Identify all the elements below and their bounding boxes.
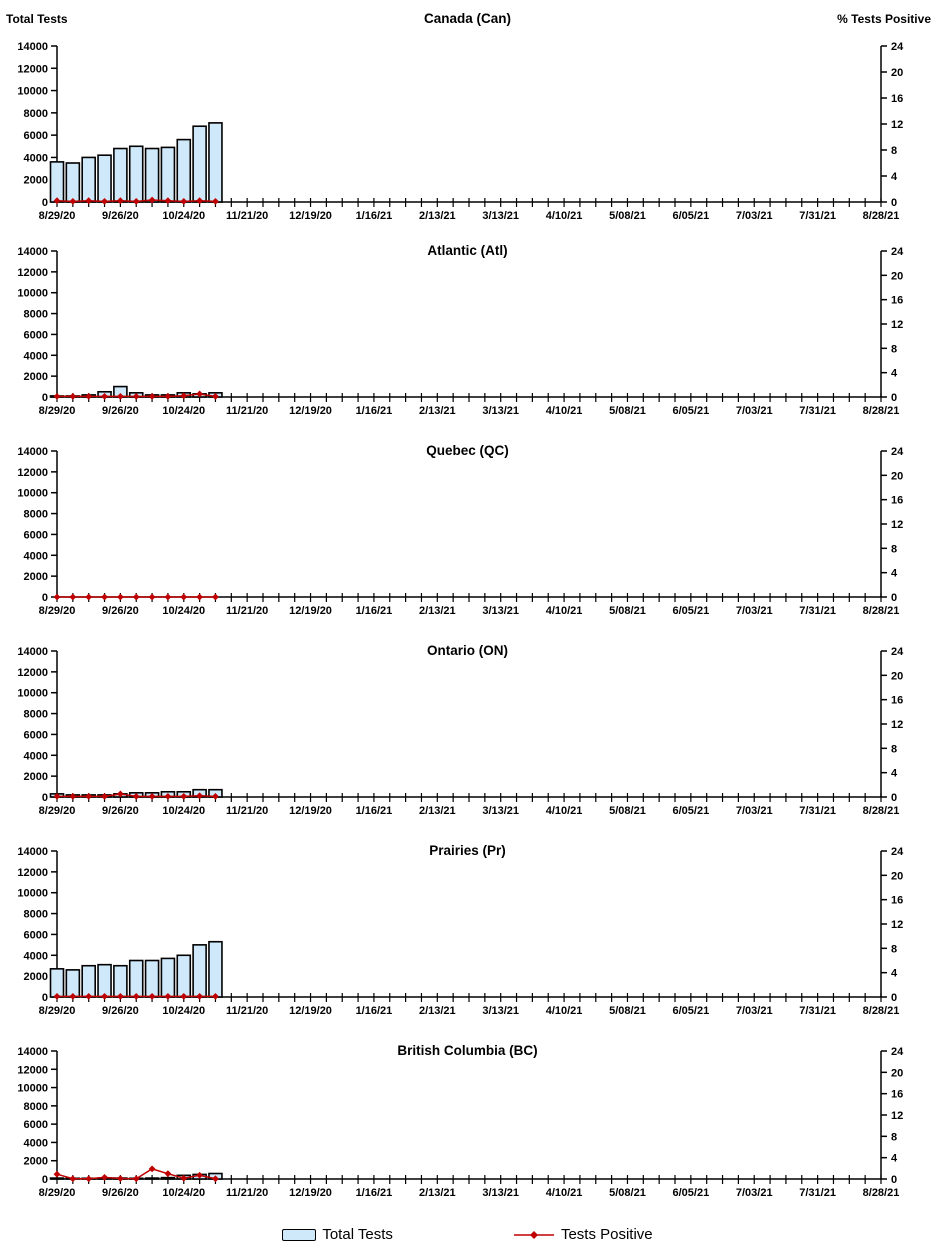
x-tick-label: 7/31/21 (799, 1005, 836, 1017)
diamond-marker (85, 793, 92, 800)
chart-canada (0, 0, 935, 235)
left-axis-label: Total Tests (6, 12, 68, 26)
diamond-marker (69, 793, 76, 800)
right-tick-label: 0 (891, 197, 898, 209)
left-tick-label: 10000 (17, 85, 48, 98)
right-tick-label: 8 (891, 343, 898, 356)
chart-title: Canada (Can) (423, 11, 511, 26)
left-tick-label: 2000 (23, 971, 48, 984)
right-tick-label: 12 (891, 919, 904, 931)
x-tick-label: 11/21/20 (226, 210, 269, 222)
british-columbia-plot (0, 1035, 935, 1213)
chart-title: Quebec (QC) (426, 443, 509, 458)
right-tick-label: 0 (891, 992, 898, 1004)
left-tick-label: 6000 (23, 130, 48, 143)
x-tick-label: 11/21/20 (226, 805, 269, 817)
x-tick-label: 4/10/21 (545, 210, 583, 222)
total-tests-bar (66, 163, 79, 202)
left-tick-label: 2000 (23, 174, 48, 187)
left-tick-label: 4000 (23, 750, 48, 763)
chart-title: British Columbia (BC) (397, 1043, 538, 1058)
left-tick-label: 12000 (17, 1064, 48, 1077)
chart-title: Ontario (ON) (427, 643, 508, 658)
x-tick-label: 7/31/21 (799, 405, 836, 417)
x-tick-label: 1/16/21 (355, 405, 393, 417)
x-tick-label: 7/31/21 (799, 805, 836, 817)
x-tick-label: 1/16/21 (355, 210, 393, 222)
legend (0, 1213, 935, 1256)
right-tick-label: 8 (891, 1131, 898, 1144)
total-tests-bar (66, 970, 79, 997)
left-tick-label: 12000 (17, 666, 48, 679)
x-tick-label: 8/29/20 (38, 1005, 76, 1017)
x-tick-label: 6/05/21 (672, 805, 710, 817)
total-tests-bar (177, 955, 190, 997)
x-tick-label: 7/31/21 (799, 605, 836, 617)
right-tick-label: 8 (891, 543, 898, 556)
tests-positive-marker (513, 1229, 555, 1241)
chart-british-columbia (0, 1035, 935, 1213)
right-axis-label: % Tests Positive (837, 12, 931, 26)
right-tick-label: 0 (891, 592, 898, 604)
left-tick-label: 4000 (23, 152, 48, 165)
x-tick-label: 5/08/21 (609, 805, 646, 817)
x-tick-label: 2/13/21 (418, 210, 456, 222)
x-tick-label: 2/13/21 (418, 1187, 456, 1199)
total-tests-bar (114, 149, 127, 202)
x-tick-label: 12/19/20 (289, 805, 332, 817)
right-tick-label: 0 (891, 1174, 898, 1186)
diamond-marker (117, 594, 124, 601)
diamond-marker (69, 1175, 76, 1182)
total-tests-bar (146, 961, 159, 998)
right-tick-label: 16 (891, 1088, 904, 1101)
right-tick-label: 4 (891, 367, 898, 380)
x-tick-label: 9/26/20 (102, 1187, 139, 1199)
total-tests-bar (130, 961, 143, 998)
left-tick-label: 8000 (23, 908, 48, 921)
x-tick-label: 8/28/21 (862, 1005, 900, 1017)
left-tick-label: 6000 (23, 329, 48, 342)
right-tick-label: 20 (891, 270, 904, 283)
left-tick-label: 4000 (23, 550, 48, 563)
diamond-marker (149, 594, 156, 601)
legend-label-total-tests: Total Tests (322, 1226, 393, 1243)
left-tick-label: 2000 (23, 771, 48, 784)
diamond-marker (117, 1175, 124, 1182)
x-tick-label: 9/26/20 (102, 405, 139, 417)
left-tick-label: 12000 (17, 466, 48, 479)
left-tick-label: 0 (41, 992, 48, 1004)
diamond-marker (165, 1170, 172, 1177)
left-tick-label: 14000 (17, 646, 48, 658)
total-tests-bar (51, 969, 64, 997)
x-tick-label: 1/16/21 (355, 605, 393, 617)
left-tick-label: 10000 (17, 1082, 48, 1095)
x-tick-label: 9/26/20 (102, 605, 139, 617)
x-tick-label: 7/03/21 (735, 805, 773, 817)
left-tick-label: 0 (41, 592, 48, 604)
x-tick-label: 7/03/21 (735, 605, 773, 617)
total-tests-bar (146, 149, 159, 202)
total-tests-swatch (282, 1229, 316, 1241)
right-tick-label: 24 (891, 41, 904, 53)
quebec-plot (0, 435, 935, 635)
x-tick-label: 8/28/21 (862, 1187, 900, 1199)
right-tick-label: 0 (891, 792, 898, 804)
x-tick-label: 9/26/20 (102, 805, 139, 817)
left-tick-label: 4000 (23, 1137, 48, 1150)
diamond-marker (212, 594, 219, 601)
diamond-marker (149, 1165, 156, 1172)
diamond-marker (54, 594, 61, 601)
x-tick-label: 8/28/21 (862, 805, 900, 817)
left-tick-label: 0 (41, 792, 48, 804)
legend-label-tests-positive: Tests Positive (560, 1226, 653, 1243)
x-tick-label: 7/03/21 (735, 405, 773, 417)
right-tick-label: 4 (891, 567, 898, 580)
x-tick-label: 1/16/21 (355, 805, 393, 817)
x-tick-label: 6/05/21 (672, 210, 710, 222)
diamond-marker (165, 393, 172, 400)
x-tick-label: 5/08/21 (609, 1005, 646, 1017)
x-tick-label: 8/28/21 (862, 210, 900, 222)
x-tick-label: 7/31/21 (799, 1187, 836, 1199)
x-tick-label: 8/28/21 (862, 405, 900, 417)
left-tick-label: 14000 (17, 446, 48, 458)
x-tick-label: 11/21/20 (226, 405, 269, 417)
total-tests-bar (209, 942, 222, 997)
x-tick-label: 2/13/21 (418, 605, 456, 617)
atlantic-plot (0, 235, 935, 435)
diamond-marker (85, 393, 92, 400)
x-tick-label: 6/05/21 (672, 1187, 710, 1199)
left-tick-label: 0 (41, 197, 48, 209)
left-tick-label: 4000 (23, 350, 48, 363)
x-tick-label: 10/24/20 (162, 1187, 206, 1199)
x-tick-label: 2/13/21 (418, 1005, 456, 1017)
x-tick-label: 7/31/21 (799, 210, 836, 222)
x-tick-label: 10/24/20 (162, 405, 206, 417)
x-tick-label: 8/29/20 (38, 405, 76, 417)
chart-title: Atlantic (Atl) (427, 243, 508, 258)
x-tick-label: 12/19/20 (289, 210, 332, 222)
diamond-marker (85, 594, 92, 601)
x-tick-label: 12/19/20 (289, 405, 332, 417)
total-tests-bar (82, 966, 95, 997)
left-tick-label: 8000 (23, 107, 48, 120)
right-tick-label: 12 (891, 1110, 904, 1122)
right-tick-label: 16 (891, 894, 904, 907)
x-tick-label: 3/13/21 (482, 405, 520, 417)
x-tick-label: 5/08/21 (609, 210, 646, 222)
chart-atlantic (0, 235, 935, 435)
total-tests-bar (130, 146, 143, 202)
total-tests-bar (161, 1178, 174, 1179)
x-tick-label: 8/29/20 (38, 210, 76, 222)
x-tick-label: 5/08/21 (609, 1187, 646, 1199)
x-tick-label: 2/13/21 (418, 405, 456, 417)
left-tick-label: 8000 (23, 1100, 48, 1113)
x-tick-label: 2/13/21 (418, 805, 456, 817)
right-tick-label: 12 (891, 319, 904, 331)
left-tick-label: 12000 (17, 63, 48, 76)
x-tick-label: 6/05/21 (672, 405, 710, 417)
left-tick-label: 2000 (23, 371, 48, 384)
left-tick-label: 2000 (23, 1155, 48, 1168)
chart-canada-header (0, 0, 935, 38)
x-tick-label: 8/28/21 (862, 605, 900, 617)
x-tick-label: 1/16/21 (355, 1005, 393, 1017)
x-tick-label: 10/24/20 (162, 1005, 206, 1017)
right-tick-label: 4 (891, 967, 898, 980)
right-tick-label: 16 (891, 494, 904, 507)
x-tick-label: 9/26/20 (102, 1005, 139, 1017)
left-tick-label: 0 (41, 1174, 48, 1186)
total-tests-bar (193, 945, 206, 997)
left-tick-label: 6000 (23, 929, 48, 942)
total-tests-bar (161, 147, 174, 202)
right-tick-label: 24 (891, 646, 904, 658)
diamond-marker (180, 594, 187, 601)
left-tick-label: 2000 (23, 571, 48, 584)
total-tests-bar (82, 157, 95, 202)
x-tick-label: 8/29/20 (38, 605, 76, 617)
x-tick-label: 5/08/21 (609, 605, 646, 617)
x-tick-label: 7/03/21 (735, 210, 773, 222)
x-tick-label: 4/10/21 (545, 805, 583, 817)
x-tick-label: 11/21/20 (226, 1187, 269, 1199)
diamond-marker (85, 1175, 92, 1182)
x-tick-label: 3/13/21 (482, 1187, 520, 1199)
right-tick-label: 12 (891, 519, 904, 531)
right-tick-label: 12 (891, 719, 904, 731)
chart-prairies (0, 835, 935, 1035)
x-tick-label: 5/08/21 (609, 405, 646, 417)
diamond-marker (196, 594, 203, 601)
x-tick-label: 3/13/21 (482, 1005, 520, 1017)
right-tick-label: 20 (891, 870, 904, 883)
right-tick-label: 8 (891, 943, 898, 956)
right-tick-label: 0 (891, 392, 898, 404)
left-tick-label: 8000 (23, 708, 48, 721)
right-tick-label: 20 (891, 67, 904, 79)
right-tick-label: 8 (891, 743, 898, 756)
x-tick-label: 6/05/21 (672, 1005, 710, 1017)
total-tests-bar (51, 1178, 64, 1179)
left-tick-label: 4000 (23, 950, 48, 963)
left-tick-label: 14000 (17, 246, 48, 258)
left-tick-label: 10000 (17, 887, 48, 900)
right-tick-label: 20 (891, 670, 904, 683)
diamond-marker (54, 1171, 61, 1178)
chart-title: Prairies (Pr) (429, 843, 506, 858)
total-tests-bar (161, 958, 174, 997)
left-tick-label: 0 (41, 392, 48, 404)
total-tests-bar (193, 126, 206, 202)
right-tick-label: 24 (891, 446, 904, 458)
total-tests-bar (98, 155, 111, 202)
right-tick-label: 24 (891, 846, 904, 858)
right-tick-label: 4 (891, 171, 898, 183)
x-tick-label: 12/19/20 (289, 605, 332, 617)
right-tick-label: 8 (891, 145, 898, 157)
x-tick-label: 7/03/21 (735, 1005, 773, 1017)
x-tick-label: 4/10/21 (545, 405, 583, 417)
right-tick-label: 24 (891, 1046, 904, 1058)
x-tick-label: 4/10/21 (545, 1187, 583, 1199)
total-tests-bar (146, 1178, 159, 1179)
x-tick-label: 7/03/21 (735, 1187, 773, 1199)
diamond-marker (101, 594, 108, 601)
diamond-marker (133, 1175, 140, 1182)
right-tick-label: 20 (891, 1067, 904, 1080)
left-tick-label: 6000 (23, 729, 48, 742)
left-tick-label: 10000 (17, 487, 48, 500)
diamond-marker (101, 793, 108, 800)
total-tests-bar (177, 140, 190, 202)
diamond-marker (69, 594, 76, 601)
legend-item-tests-positive (513, 1226, 653, 1243)
total-tests-bar (209, 123, 222, 202)
right-tick-label: 12 (891, 119, 904, 131)
x-tick-label: 10/24/20 (162, 605, 206, 617)
total-tests-bar (114, 966, 127, 997)
canada-plot (0, 38, 935, 235)
right-tick-label: 4 (891, 767, 898, 780)
x-tick-label: 3/13/21 (482, 605, 520, 617)
x-tick-label: 4/10/21 (545, 1005, 583, 1017)
x-tick-label: 11/21/20 (226, 605, 269, 617)
legend-diamond (530, 1231, 538, 1239)
total-tests-bar (51, 162, 64, 202)
left-tick-label: 14000 (17, 41, 48, 53)
tests-positive-marker-glyph (513, 1229, 555, 1241)
x-tick-label: 4/10/21 (545, 605, 583, 617)
x-tick-label: 9/26/20 (102, 210, 139, 222)
x-tick-label: 12/19/20 (289, 1005, 332, 1017)
diamond-marker (54, 393, 61, 400)
x-tick-label: 10/24/20 (162, 805, 206, 817)
left-tick-label: 10000 (17, 687, 48, 700)
x-tick-label: 12/19/20 (289, 1187, 332, 1199)
ontario-plot (0, 635, 935, 835)
x-tick-label: 3/13/21 (482, 805, 520, 817)
diamond-marker (149, 393, 156, 400)
left-tick-label: 6000 (23, 1119, 48, 1132)
left-tick-label: 14000 (17, 1046, 48, 1058)
left-tick-label: 8000 (23, 308, 48, 321)
left-tick-label: 6000 (23, 529, 48, 542)
diamond-marker (165, 594, 172, 601)
total-tests-bar (98, 965, 111, 997)
left-tick-label: 10000 (17, 287, 48, 300)
left-tick-label: 14000 (17, 846, 48, 858)
diamond-marker (69, 393, 76, 400)
chart-quebec (0, 435, 935, 635)
x-tick-label: 3/13/21 (482, 210, 520, 222)
x-tick-label: 8/29/20 (38, 805, 76, 817)
x-tick-label: 11/21/20 (226, 1005, 269, 1017)
prairies-plot (0, 835, 935, 1035)
right-tick-label: 16 (891, 694, 904, 707)
right-tick-label: 16 (891, 93, 904, 105)
x-tick-label: 1/16/21 (355, 1187, 393, 1199)
right-tick-label: 4 (891, 1152, 898, 1165)
chart-ontario (0, 635, 935, 835)
left-tick-label: 12000 (17, 866, 48, 879)
x-tick-label: 8/29/20 (38, 1187, 76, 1199)
left-tick-label: 12000 (17, 266, 48, 279)
x-tick-label: 10/24/20 (162, 210, 206, 222)
diamond-marker (133, 594, 140, 601)
x-tick-label: 6/05/21 (672, 605, 710, 617)
left-tick-label: 8000 (23, 508, 48, 521)
legend-item-total-tests (282, 1226, 393, 1243)
right-tick-label: 20 (891, 470, 904, 483)
right-tick-label: 24 (891, 246, 904, 258)
right-tick-label: 16 (891, 294, 904, 307)
